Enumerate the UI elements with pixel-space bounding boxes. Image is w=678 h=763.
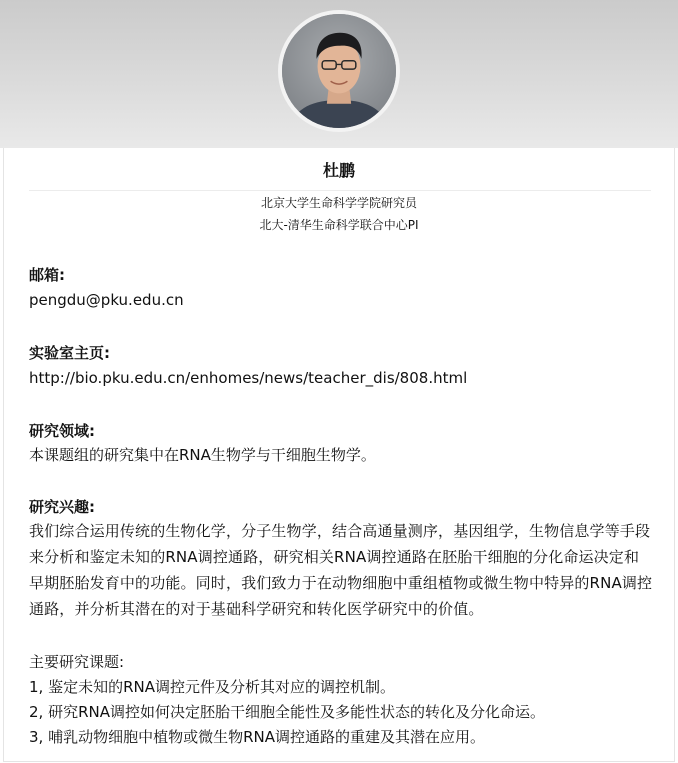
homepage-label: 实验室主页: bbox=[29, 344, 110, 362]
topics-heading: 主要研究课题: bbox=[29, 653, 125, 671]
topic-item: 1, 鉴定未知的RNA调控元件及分析其对应的调控机制。 bbox=[29, 678, 395, 696]
affiliation-line: 北大-清华生命科学联合中心PI bbox=[259, 218, 419, 232]
topic-item: 3, 哺乳动物细胞中植物或微生物RNA调控通路的重建及其潜在应用。 bbox=[29, 728, 485, 746]
topic-item: 2, 研究RNA调控如何决定胚胎干细胞全能性及多能性状态的转化及分化命运。 bbox=[29, 703, 545, 721]
divider bbox=[29, 190, 651, 191]
affiliation-line: 北京大学生命科学学院研究员 bbox=[260, 196, 417, 210]
research-field-text: 本课题组的研究集中在RNA生物学与干细胞生物学。 bbox=[29, 446, 376, 464]
homepage-link[interactable]: http://bio.pku.edu.cn/enhomes/news/teacher_dis/808.html bbox=[29, 369, 468, 387]
research-interests-paragraph: 我们综合运用传统的生物化学，分子生物学，结合高通量测序，基因组学，生物信息学等手段来分析和鉴定未知的RNA调控通路，研究相关RNA调控通路在胚胎干细胞的分化命运决定和早期胚胎发育中的功能。同时，我们致力于在动物细胞中重组植物或微生物中特异的RNA调控通路，并分析其潜在的对于基础科学研究和转化医学研究中的价值。 bbox=[29, 522, 653, 618]
email-label: 邮箱: bbox=[29, 266, 65, 284]
research-field-label: 研究领域: bbox=[29, 422, 95, 440]
research-interests-label: 研究兴趣: bbox=[29, 498, 95, 516]
avatar bbox=[278, 10, 400, 132]
portrait-photo bbox=[282, 14, 396, 128]
email-link[interactable]: pengdu@pku.edu.cn bbox=[29, 291, 184, 309]
person-name: 杜鹏 bbox=[322, 161, 355, 180]
